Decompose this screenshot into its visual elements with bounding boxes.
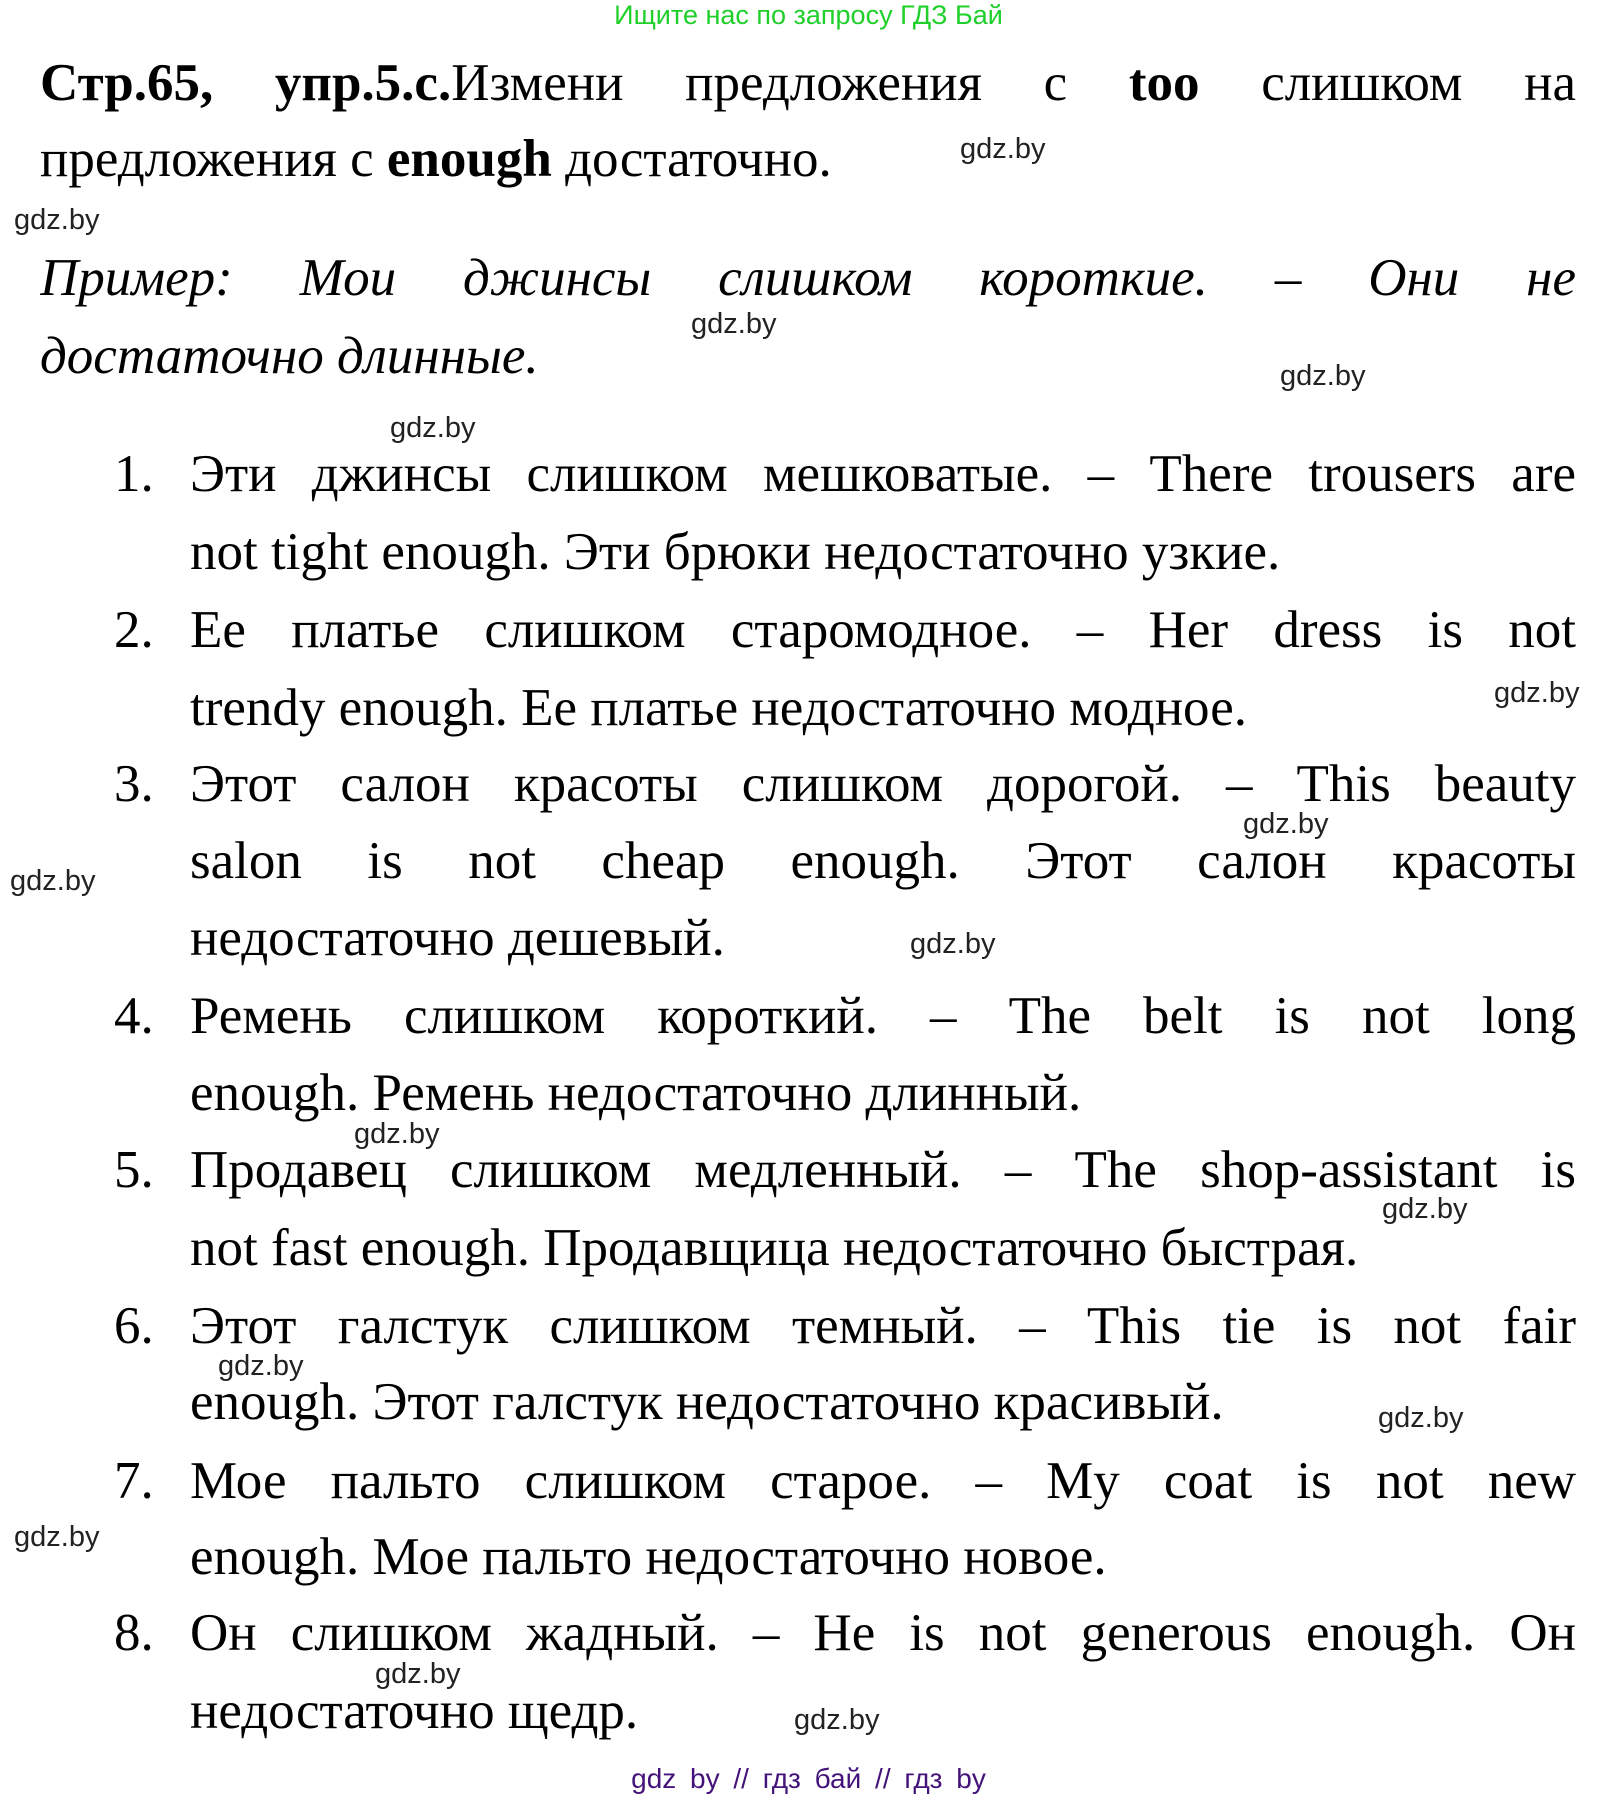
header-banner: Ищите нас по запросу ГДЗ Бай xyxy=(614,0,1003,30)
item-line: Мое пальто слишком старое. – My coat is not new xyxy=(190,1452,1576,1510)
item-line: недостаточно щедр. xyxy=(190,1682,639,1740)
footer-links: gdz by // гдз бай // гдз by xyxy=(631,1763,986,1794)
watermark: gdz.by xyxy=(14,1521,100,1553)
item-number: 6. xyxy=(114,1297,154,1355)
watermark: gdz.by xyxy=(794,1704,880,1736)
item-number: 2. xyxy=(114,601,154,659)
watermark: gdz.by xyxy=(14,204,100,236)
item-line: not fast enough. Продавщица недостаточно быстрая. xyxy=(190,1219,1359,1277)
title-text: Измени предложения с xyxy=(451,54,1129,112)
item-line: Ее платье слишком старомодное. – Her dress is not xyxy=(190,601,1576,659)
item-line: Он слишком жадный. – He is not generous enough. Он xyxy=(190,1604,1576,1662)
item-line: enough. Мое пальто недостаточно новое. xyxy=(190,1528,1107,1586)
item-line: Эти джинсы слишком мешковатые. – There trousers are xyxy=(190,445,1576,503)
item-number: 8. xyxy=(114,1604,154,1662)
watermark: gdz.by xyxy=(1382,1193,1468,1225)
item-line: trendy enough. Ее платье недостаточно модное. xyxy=(190,679,1247,737)
item-number: 4. xyxy=(114,987,154,1045)
watermark: gdz.by xyxy=(1494,677,1580,709)
item-number: 5. xyxy=(114,1141,154,1199)
watermark: gdz.by xyxy=(354,1118,440,1150)
watermark: gdz.by xyxy=(910,928,996,960)
item-line: недостаточно дешевый. xyxy=(190,909,725,967)
example-line-2: достаточно длинные. xyxy=(40,327,539,385)
example-line-1: Пример: Мои джинсы слишком короткие. – Они не xyxy=(40,249,1576,307)
item-number: 3. xyxy=(114,755,154,813)
watermark: gdz.by xyxy=(10,865,96,897)
keyword-too: too xyxy=(1128,54,1200,112)
title-reference: Стр.65, упр.5.с. xyxy=(40,54,452,112)
watermark: gdz.by xyxy=(218,1350,304,1382)
watermark: gdz.by xyxy=(390,412,476,444)
watermark: gdz.by xyxy=(691,308,777,340)
item-number: 7. xyxy=(114,1452,154,1510)
item-line: Этот салон красоты слишком дорогой. – This beauty xyxy=(190,755,1576,813)
item-line: salon is not cheap enough. Этот салон красоты xyxy=(190,832,1576,890)
item-line: Этот галстук слишком темный. – This tie is not fair xyxy=(190,1297,1576,1355)
item-line: Продавец слишком медленный. – The shop-assistant is xyxy=(190,1141,1576,1199)
item-line: enough. Этот галстук недостаточно красивый. xyxy=(190,1373,1224,1431)
item-line: enough. Ремень недостаточно длинный. xyxy=(190,1064,1082,1122)
item-line: Ремень слишком короткий. – The belt is not long xyxy=(190,987,1576,1045)
item-line: not tight enough. Эти брюки недостаточно узкие. xyxy=(190,523,1281,581)
keyword-enough: enough xyxy=(386,130,552,188)
watermark: gdz.by xyxy=(1243,808,1329,840)
title-text: предложения с xyxy=(40,130,387,188)
title-line-1 xyxy=(40,45,1576,121)
watermark: gdz.by xyxy=(375,1658,461,1690)
title-line-2 xyxy=(40,121,1576,197)
item-number: 1. xyxy=(114,445,154,503)
watermark: gdz.by xyxy=(1280,360,1366,392)
title-text: слишком на xyxy=(1199,54,1576,112)
title-text: достаточно. xyxy=(551,130,832,188)
watermark: gdz.by xyxy=(960,133,1046,165)
watermark: gdz.by xyxy=(1378,1402,1464,1434)
